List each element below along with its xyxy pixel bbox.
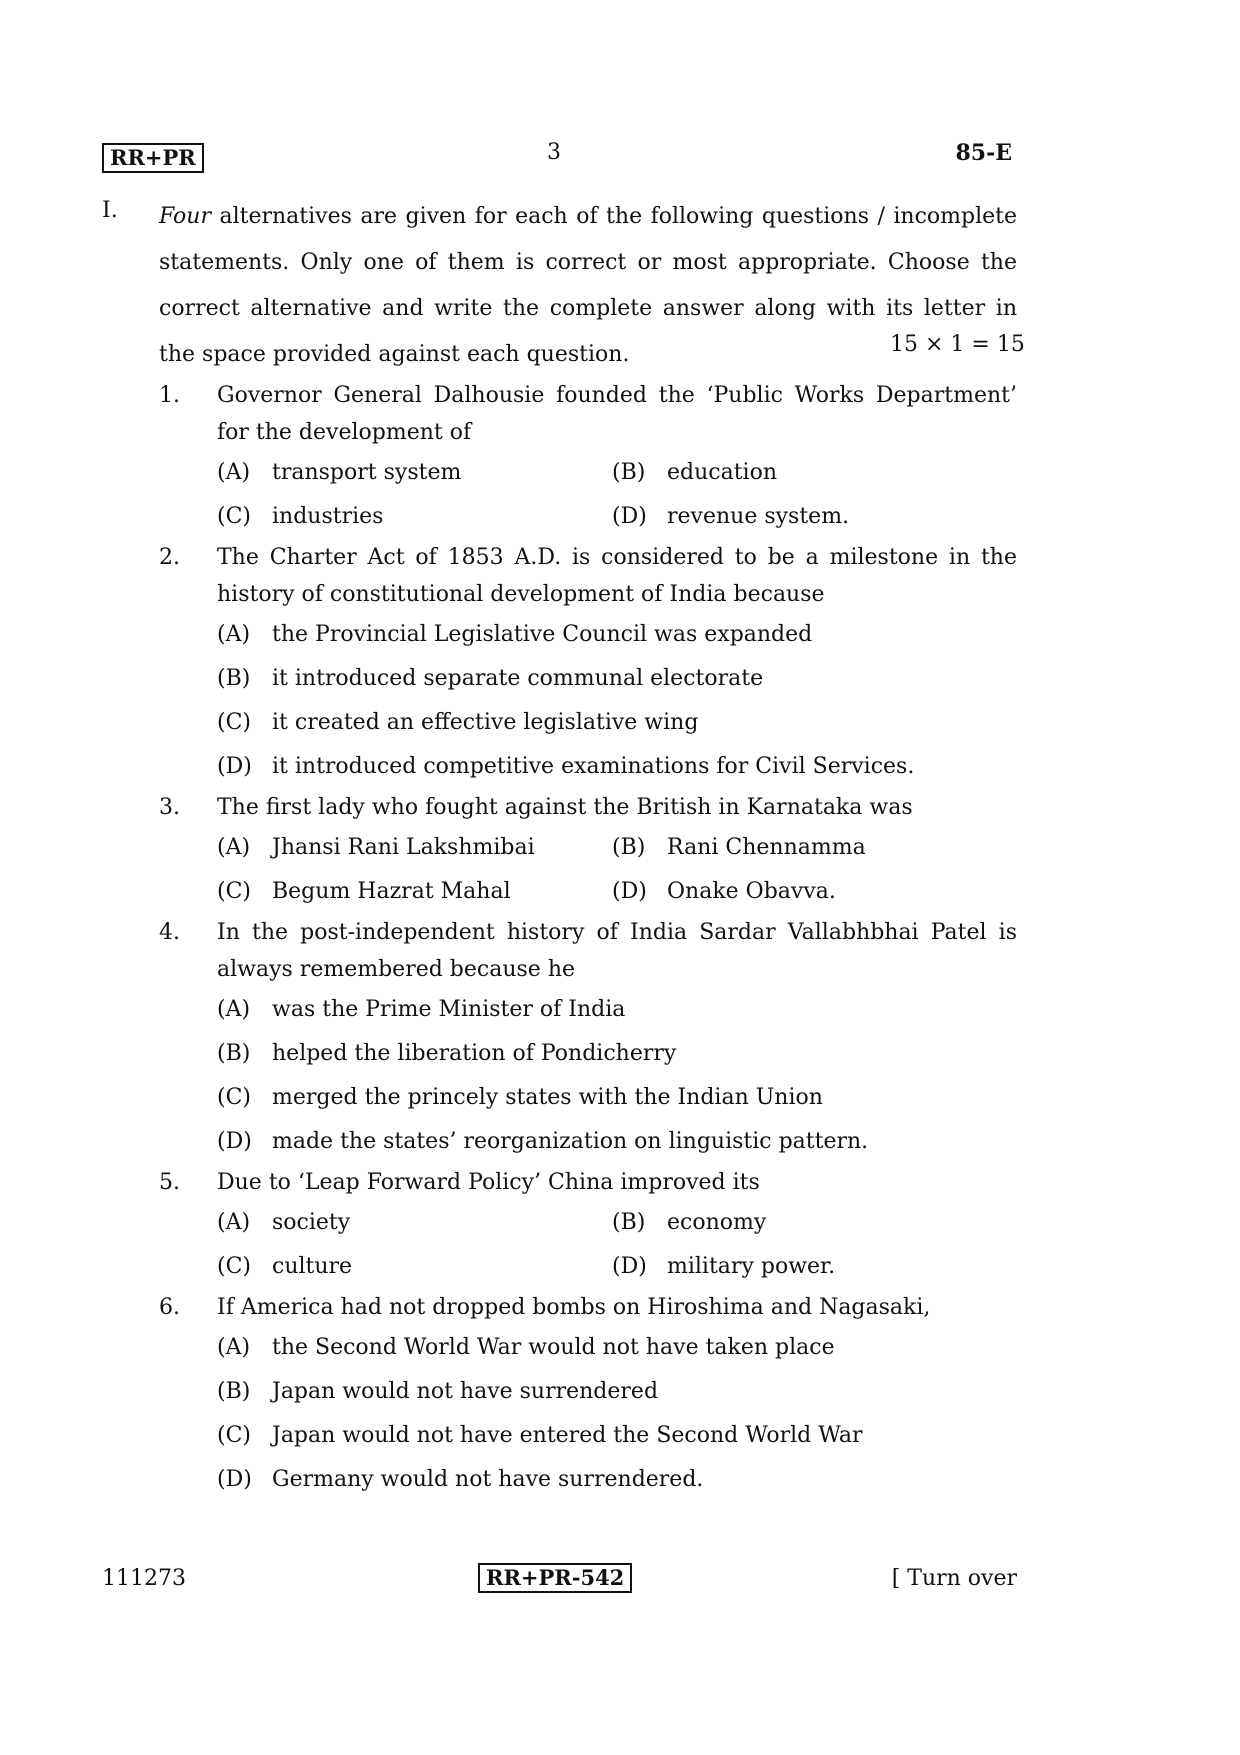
option-letter: (A) [217, 997, 251, 1022]
option-letter: (A) [217, 1210, 251, 1235]
question-6 [159, 1289, 1017, 1502]
question-text: In the post-independent history of India Sardar Vallabhbhai Patel is always remembered because he [217, 920, 1017, 982]
option-c [217, 495, 612, 539]
option-letter: (A) [217, 1335, 251, 1360]
question-list [159, 377, 1017, 1502]
question-number: 3. [159, 795, 180, 820]
option-d [217, 1458, 1017, 1502]
option-a [217, 988, 1017, 1032]
question-5 [159, 1164, 1017, 1289]
option-a [217, 826, 612, 870]
option-letter: (A) [217, 460, 251, 485]
option-b [217, 1370, 1017, 1414]
serial-number: 111273 [102, 1566, 186, 1591]
question-text: The first lady who fought against the British in Karnataka was [217, 795, 913, 820]
question-number: 2. [159, 545, 180, 570]
option-text: Onake Obavva. [667, 879, 836, 904]
option-letter: (C) [217, 504, 251, 529]
section-instructions [159, 194, 1017, 378]
option-text: transport system [272, 460, 462, 485]
question-3 [159, 789, 1017, 914]
question-options [217, 988, 1017, 1164]
option-letter: (D) [217, 754, 252, 779]
question-number: 6. [159, 1295, 180, 1320]
question-text: If America had not dropped bombs on Hiroshima and Nagasaki, [217, 1295, 931, 1320]
option-d [612, 870, 1007, 914]
option-letter: (D) [612, 504, 647, 529]
question-options [217, 1326, 1017, 1502]
question-4 [159, 914, 1017, 1164]
option-letter: (B) [217, 1379, 251, 1404]
option-text: it created an effective legislative wing [272, 710, 699, 735]
option-a [217, 1201, 612, 1245]
option-text: military power. [667, 1254, 836, 1279]
option-letter: (C) [217, 710, 251, 735]
option-text: merged the princely states with the Indian Union [272, 1085, 823, 1110]
option-text: culture [272, 1254, 353, 1279]
option-letter: (B) [612, 460, 646, 485]
question-1 [159, 377, 1017, 539]
option-letter: (B) [612, 1210, 646, 1235]
option-text: it introduced competitive examinations for Civil Services. [272, 754, 915, 779]
option-text: economy [667, 1210, 767, 1235]
option-b [612, 826, 1007, 870]
option-text: the Provincial Legislative Council was expanded [272, 622, 813, 647]
option-text: it introduced separate communal electorate [272, 666, 764, 691]
option-text: made the states’ reorganization on linguistic pattern. [272, 1129, 869, 1154]
option-letter: (A) [217, 835, 251, 860]
option-letter: (B) [217, 1041, 251, 1066]
option-letter: (B) [612, 835, 646, 860]
option-letter: (D) [217, 1129, 252, 1154]
option-d [612, 495, 1007, 539]
option-text: was the Prime Minister of India [272, 997, 626, 1022]
option-text: Jhansi Rani Lakshmibai [272, 835, 535, 860]
question-number: 5. [159, 1170, 180, 1195]
option-d [217, 745, 1017, 789]
question-options [217, 1201, 1017, 1289]
option-c [217, 870, 612, 914]
option-text: Rani Chennamma [667, 835, 866, 860]
section-number: I. [102, 198, 118, 223]
option-text: society [272, 1210, 351, 1235]
question-number: 1. [159, 383, 180, 408]
option-b [612, 451, 1007, 495]
option-letter: (C) [217, 1085, 251, 1110]
question-text: The Charter Act of 1853 A.D. is considered to be a milestone in the history of constitutional development of India because [217, 545, 1017, 607]
option-text: Germany would not have surrendered. [272, 1467, 704, 1492]
option-b [217, 657, 1017, 701]
option-letter: (C) [217, 879, 251, 904]
option-c [217, 1245, 612, 1289]
page-number: 3 [547, 140, 561, 165]
page-header [102, 140, 1012, 176]
option-c [217, 1076, 1017, 1120]
option-b [612, 1201, 1007, 1245]
option-d [612, 1245, 1007, 1289]
option-c [217, 701, 1017, 745]
option-letter: (C) [217, 1254, 251, 1279]
option-text: Japan would not have entered the Second World War [272, 1423, 863, 1448]
option-letter: (B) [217, 666, 251, 691]
option-letter: (D) [217, 1467, 252, 1492]
option-letter: (A) [217, 622, 251, 647]
footer-code-box: RR+PR-542 [478, 1563, 632, 1593]
paper-code: 85-E [955, 140, 1012, 166]
question-number: 4. [159, 920, 180, 945]
option-a [217, 451, 612, 495]
option-b [217, 1032, 1017, 1076]
option-text: the Second World War would not have taken place [272, 1335, 835, 1360]
option-text: education [667, 460, 777, 485]
option-c [217, 1414, 1017, 1458]
question-options [217, 451, 1017, 539]
question-text: Due to ‘Leap Forward Policy’ China improved its [217, 1170, 760, 1195]
turn-over-note: [ Turn over [891, 1566, 1017, 1591]
instruction-italic-word: Four [159, 204, 211, 229]
option-text: Japan would not have surrendered [272, 1379, 659, 1404]
option-text: revenue system. [667, 504, 850, 529]
question-options [217, 826, 1017, 914]
header-code-box: RR+PR [102, 143, 204, 173]
option-a [217, 1326, 1017, 1370]
option-text: Begum Hazrat Mahal [272, 879, 511, 904]
option-letter: (D) [612, 879, 647, 904]
option-letter: (D) [612, 1254, 647, 1279]
option-text: industries [272, 504, 384, 529]
option-text: helped the liberation of Pondicherry [272, 1041, 677, 1066]
question-options [217, 613, 1017, 789]
page-footer [102, 1563, 1017, 1599]
instruction-text: alternatives are given for each of the following questions / incomplete statements. Only one of them is correct or most appropriate. Choose the correct alternative and write the complete answer along with its letter in the space provided against each question. [159, 204, 1017, 367]
option-letter: (C) [217, 1423, 251, 1448]
question-text: Governor General Dalhousie founded the ‘Public Works Department’ for the development of [217, 383, 1017, 445]
section-marks: 15 × 1 = 15 [890, 332, 1025, 357]
option-d [217, 1120, 1017, 1164]
option-a [217, 613, 1017, 657]
question-2 [159, 539, 1017, 789]
